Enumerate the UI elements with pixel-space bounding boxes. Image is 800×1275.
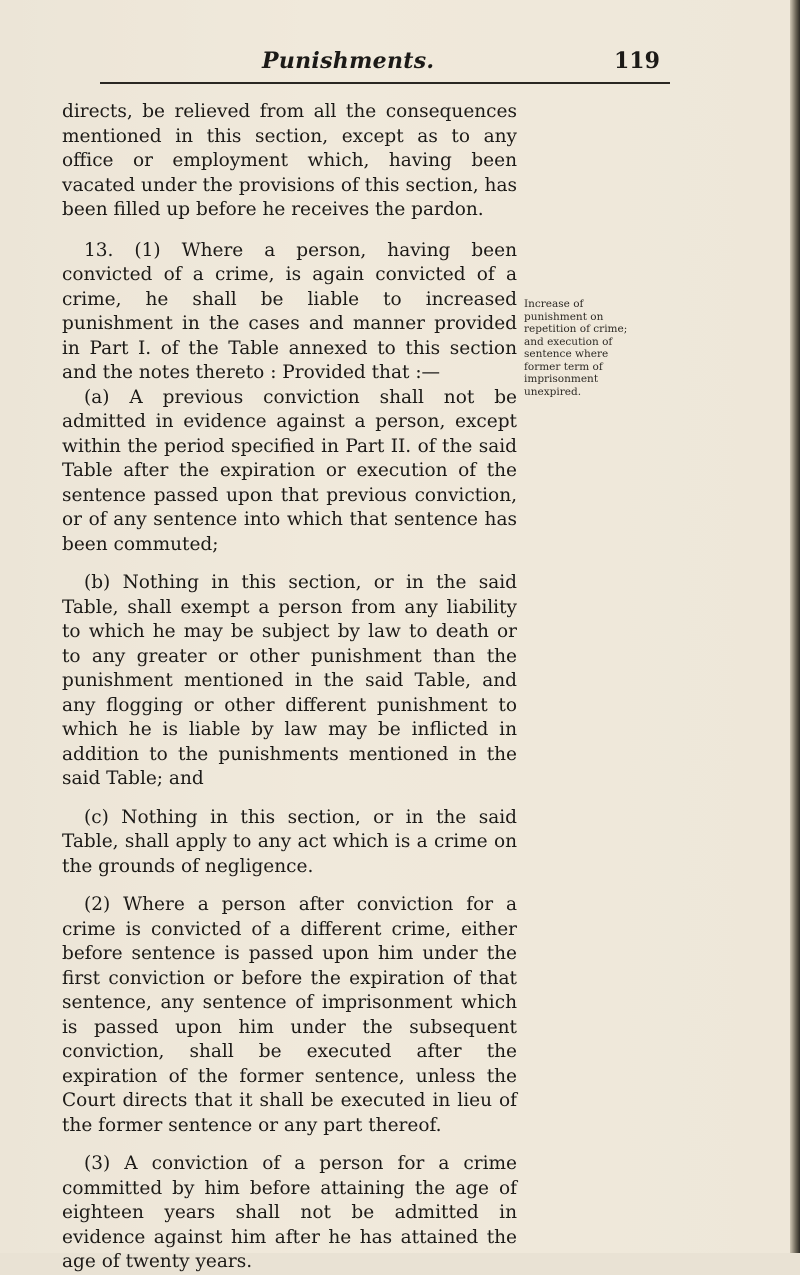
page-edge-shadow (790, 0, 800, 1253)
clause-b: (b) Nothing in this section, or in the said Table, shall exempt a person from any liability to which he may be subject by law to death or to any greater or other punishment than the punishment mentioned in the said Table, and any flogging or other different punishment to which he is liable by law may be inflicted in addition to the punishments mentioned in the said Table; and (62, 572, 517, 789)
main-text (62, 100, 517, 1275)
paragraph-13-2: (2) Where a person after conviction for a crime is convicted of a different crime, either before sentence is passed upon him under the first conviction or before the expiration of that sentence, any sentence of imprisonment which is passed upon him under the subsequent conviction, shall be executed after the expiration of the former sentence, unless the Court directs that it shall be executed in lieu of the former sentence or any part thereof. (62, 894, 517, 1136)
clause-c: (c) Nothing in this section, or in the said Table, shall apply to any act which is a crime on the grounds of negligence. (62, 806, 517, 877)
paragraph-13-3: (3) A conviction of a person for a crime committed by him before attaining the age of eighteen years shall not be admitted in evidence against him after he has attained the age of twenty years. (62, 1153, 517, 1272)
header-rule (100, 82, 670, 84)
margin-note: Increase of punishment on repetition of crime; and execution of sentence where former term of imprisonment unexpired. (524, 298, 628, 398)
paragraph-intro: directs, be relieved from all the consequences mentioned in this section, except as to any office or employment which, having been vacated under the provisions of this section, has been filled up before he receives the pardon. (62, 101, 517, 220)
page-number: 119 (614, 48, 660, 74)
paragraph-13-1: 13. (1) Where a person, having been convicted of a crime, is again convicted of a crime, he shall be liable to increased punishment in the cases and manner provided in Part I. of the Table annexed to this section and the notes thereto : Provided that :— (62, 239, 517, 383)
clause-a: (a) A previous conviction shall not be admitted in evidence against a person, except within the period specified in Part II. of the said Table after the expiration or execution of the sentence passed upon that previous conviction, or of any sentence into which that sentence has been commuted; (62, 386, 517, 555)
running-title: Punishments. (262, 48, 435, 74)
page-header (0, 48, 800, 88)
